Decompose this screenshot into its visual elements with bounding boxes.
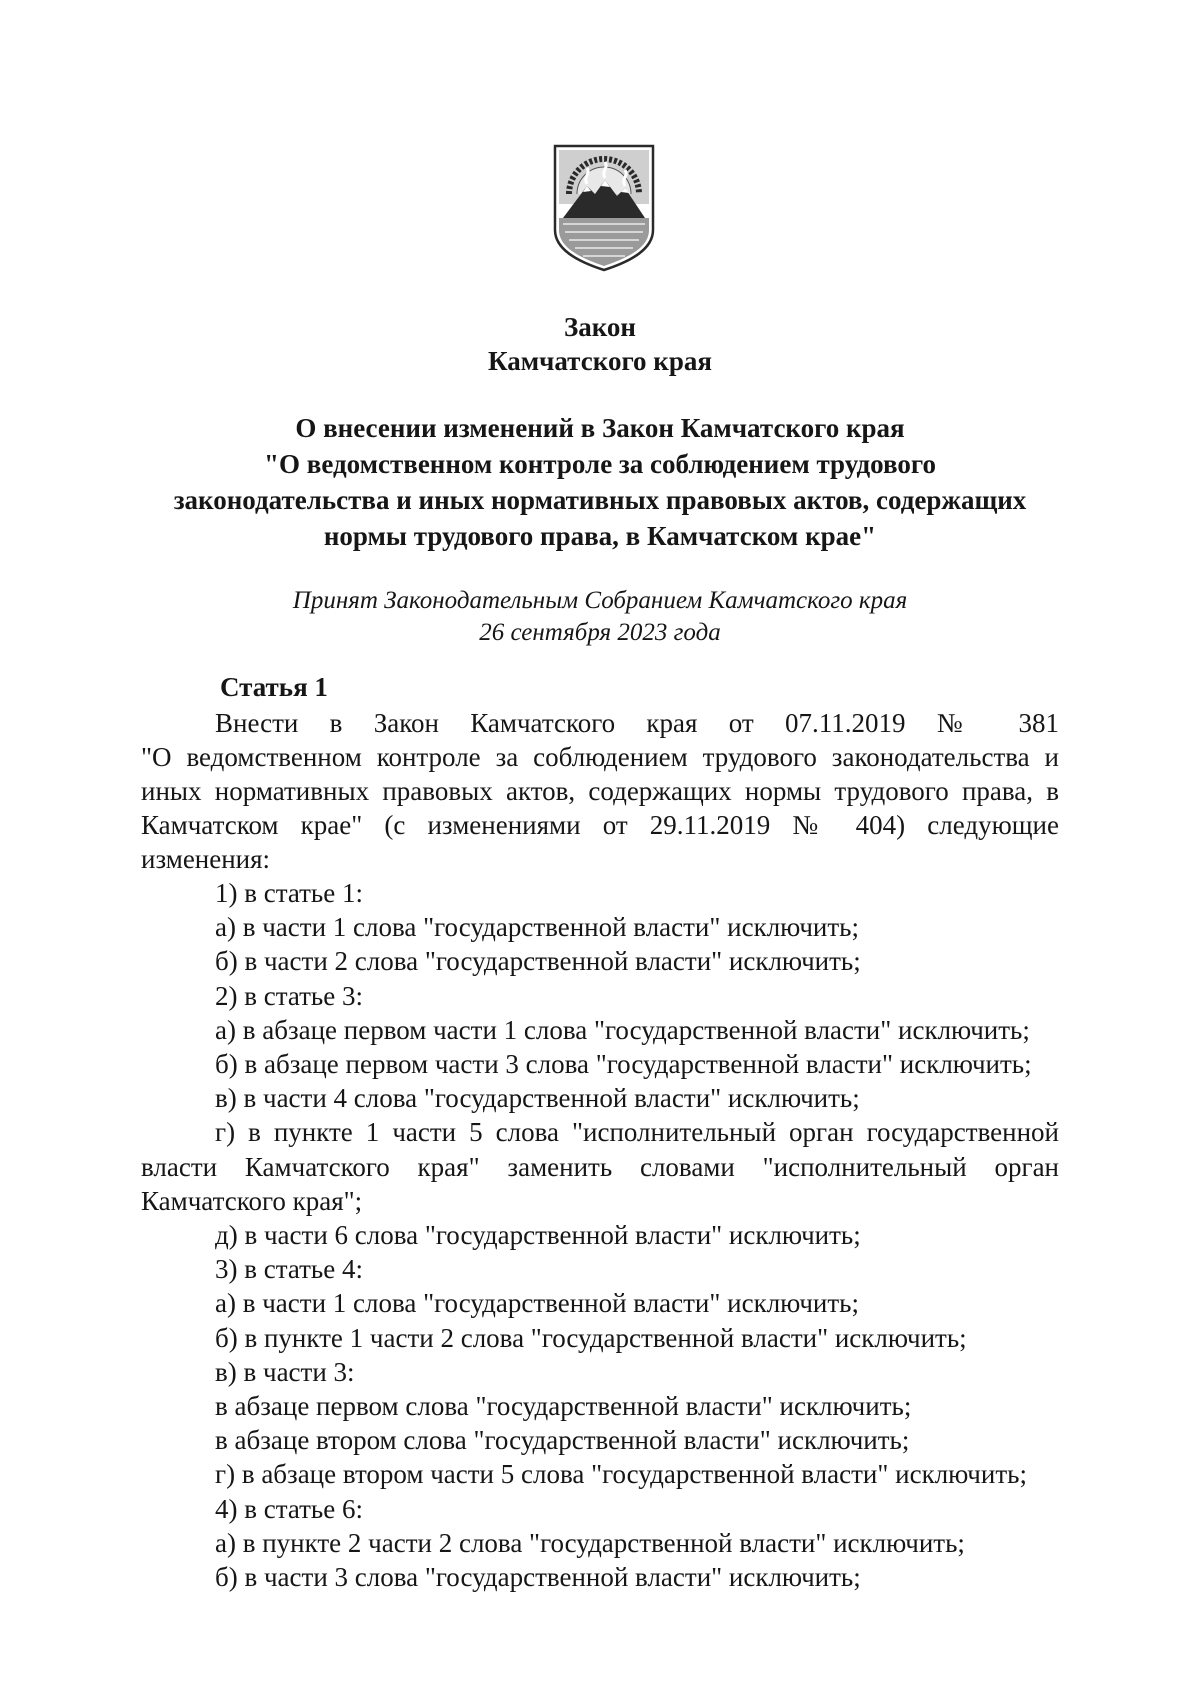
list-item: в абзаце первом слова "государственной власти" исключить; (215, 1391, 912, 1422)
intro-line: иных нормативных правовых актов, содержащих нормы трудового права, в (141, 776, 1059, 806)
intro-line: "О ведомственном контроле за соблюдением трудового законодательства и (141, 742, 1059, 772)
article-heading: Статья 1 (220, 672, 328, 702)
subject-line: "О ведомственном контроле за соблюдением трудового (264, 449, 936, 479)
list-item: 3) в статье 4: (215, 1254, 363, 1285)
law-title: Закон (563, 312, 636, 342)
intro-line: Внести в Закон Камчатского края от 07.11.2019 № 381 (215, 708, 1059, 738)
intro-line: изменения: (141, 844, 271, 874)
law-region: Камчатского края (488, 346, 712, 376)
list-item: б) в части 2 слова "государственной власти" исключить; (215, 946, 861, 977)
list-item: в абзаце втором слова "государственной власти" исключить; (215, 1425, 910, 1456)
list-item-line: Камчатского края"; (141, 1185, 363, 1216)
list-item: д) в части 6 слова "государственной власти" исключить; (215, 1220, 861, 1251)
list-item: а) в части 1 слова "государственной власти" исключить; (215, 1288, 859, 1319)
list-item: г) в абзаце втором части 5 слова "государственной власти" исключить; (215, 1459, 1027, 1490)
subject-line: О внесении изменений в Закон Камчатского края (295, 413, 905, 443)
adoption-body: Принят Законодательным Собранием Камчатского края (292, 587, 908, 614)
list-item-multiline (141, 1115, 1059, 1218)
amendment-list (141, 876, 1059, 1594)
subject-line: нормы трудового права, в Камчатском крае" (323, 521, 877, 551)
list-item: а) в пункте 2 части 2 слова "государственной власти" исключить; (215, 1527, 965, 1558)
list-item: 1) в статье 1: (215, 878, 363, 908)
list-item: б) в части 3 слова "государственной власти" исключить; (215, 1562, 861, 1593)
list-item: а) в абзаце первом части 1 слова "государственной власти" исключить; (215, 1014, 1030, 1045)
list-item: а) в части 1 слова "государственной власти" исключить; (215, 912, 859, 943)
list-item: 2) в статье 3: (215, 980, 363, 1011)
adoption-note (0, 585, 1200, 649)
subject-line: законодательства и иных нормативных правовых актов, содержащих (173, 485, 1027, 515)
list-item: в) в части 4 слова "государственной власти" исключить; (215, 1083, 860, 1114)
article-intro (141, 706, 1059, 876)
list-item: б) в пункте 1 части 2 слова "государственной власти" исключить; (215, 1322, 967, 1353)
law-subject (140, 410, 1060, 554)
list-item-line: власти Камчатского края" заменить словами "исполнительный орган (141, 1151, 1059, 1182)
list-item: б) в абзаце первом части 3 слова "государственной власти" исключить; (215, 1049, 1032, 1080)
list-item: 4) в статье 6: (215, 1493, 363, 1524)
kamchatka-coat-of-arms-icon (553, 144, 655, 272)
list-item-line: г) в пункте 1 части 5 слова "исполнительный орган государственной (215, 1117, 1059, 1148)
adoption-date: 26 сентября 2023 года (479, 619, 721, 646)
intro-line: Камчатском крае" (с изменениями от 29.11.2019 № 404) следующие (141, 810, 1059, 840)
list-item: в) в части 3: (215, 1356, 355, 1387)
